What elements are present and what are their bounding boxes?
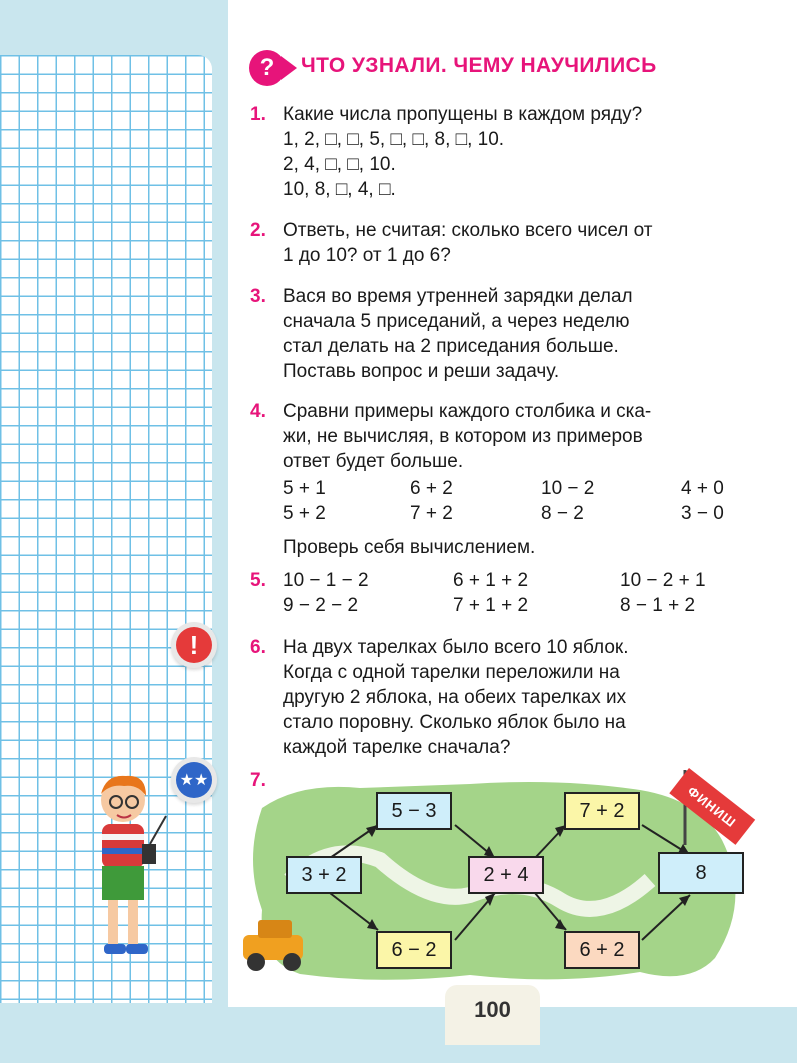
task-4-expression: 10 − 2 bbox=[541, 478, 595, 499]
question-badge-icon: ? bbox=[249, 50, 285, 86]
stars-icon: ★★ bbox=[176, 762, 212, 798]
task-5-expression: 7 + 1 + 2 bbox=[453, 595, 529, 616]
finish-flag: ФИНИШ bbox=[669, 768, 755, 845]
task-6-line: стало поровну. Сколько яблок было на bbox=[283, 712, 626, 733]
task-1-row: 10, 8, □, 4, □. bbox=[283, 179, 396, 200]
task-5-expression: 10 − 2 + 1 bbox=[620, 570, 706, 591]
section-title: ЧТО УЗНАЛИ. ЧЕМУ НАУЧИЛИСЬ bbox=[301, 54, 657, 77]
task-4-line: жи, не вычисляя, в котором из примеров bbox=[283, 426, 643, 447]
task-1-number: 1. bbox=[250, 104, 266, 125]
task-4-line: Сравни примеры каждого столбика и ска- bbox=[283, 401, 652, 422]
page-number: 100 bbox=[445, 985, 540, 1045]
path-box-middle: 2 + 4 bbox=[468, 856, 544, 894]
task-6-line: каждой тарелке сначала? bbox=[283, 737, 511, 758]
path-box-top2: 7 + 2 bbox=[564, 792, 640, 830]
task-4-expression: 3 − 0 bbox=[681, 503, 724, 524]
task-3-line: Поставь вопрос и реши задачу. bbox=[283, 361, 560, 382]
task-2-line: 1 до 10? от 1 до 6? bbox=[283, 245, 451, 266]
task-1-row: 2, 4, □, □, 10. bbox=[283, 154, 396, 175]
task-4-expression: 7 + 2 bbox=[410, 503, 453, 524]
path-box-bottom2: 6 + 2 bbox=[564, 931, 640, 969]
task-3-line: сначала 5 приседаний, а через неделю bbox=[283, 311, 630, 332]
task-5-expression: 10 − 1 − 2 bbox=[283, 570, 369, 591]
task-4-expression: 8 − 2 bbox=[541, 503, 584, 524]
task-6-number: 6. bbox=[250, 637, 266, 658]
task-2-line: Ответь, не считая: сколько всего чисел от bbox=[283, 220, 653, 241]
task-6-line: другую 2 яблока, на обеих тарелках их bbox=[283, 687, 627, 708]
task-4-expression: 5 + 2 bbox=[283, 503, 326, 524]
task-6-line: Когда с одной тарелки переложили на bbox=[283, 662, 620, 683]
task-5-number: 5. bbox=[250, 570, 266, 591]
task-5-expression: 6 + 1 + 2 bbox=[453, 570, 529, 591]
path-box-bottom1: 6 − 2 bbox=[376, 931, 452, 969]
task-6-line: На двух тарелках было всего 10 яблок. bbox=[283, 637, 629, 658]
path-box-start: 3 + 2 bbox=[286, 856, 362, 894]
task-4-expression: 6 + 2 bbox=[410, 478, 453, 499]
task-1-row: 1, 2, □, □, 5, □, □, 8, □, 10. bbox=[283, 129, 505, 150]
task-4-expression: 5 + 1 bbox=[283, 478, 326, 499]
task-4-number: 4. bbox=[250, 401, 266, 422]
task-2-number: 2. bbox=[250, 220, 266, 241]
task-4-expression: 4 + 0 bbox=[681, 478, 724, 499]
task-3-number: 3. bbox=[250, 286, 266, 307]
task-5-expression: 8 − 1 + 2 bbox=[620, 595, 696, 616]
task-5-expression: 9 − 2 − 2 bbox=[283, 595, 359, 616]
task-7-number: 7. bbox=[250, 770, 266, 791]
task-1-question: Какие числа пропущены в каждом ряду? bbox=[283, 104, 643, 125]
path-box-finish: 8 bbox=[658, 852, 744, 894]
task-4-line: ответ будет больше. bbox=[283, 451, 464, 472]
warning-icon: ! bbox=[176, 627, 212, 663]
task-4-check: Проверь себя вычислением. bbox=[283, 537, 536, 558]
path-box-top1: 5 − 3 bbox=[376, 792, 452, 830]
task-3-line: Вася во время утренней зарядки делал bbox=[283, 286, 633, 307]
task-3-line: стал делать на 2 приседания больше. bbox=[283, 336, 619, 357]
